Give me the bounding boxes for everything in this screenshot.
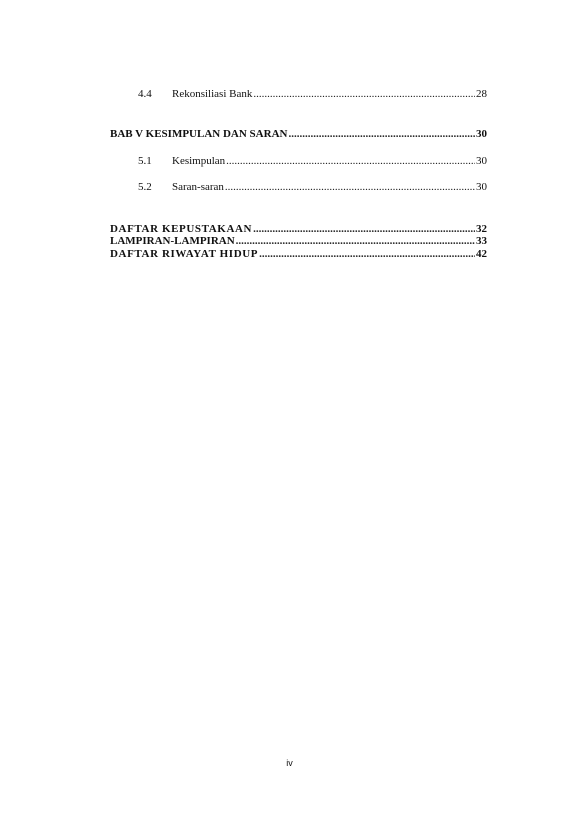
toc-entry-number: 5.1 — [138, 155, 152, 167]
toc-entry-page: 30 — [476, 181, 487, 193]
toc-entry-page: 30 — [476, 155, 487, 167]
toc-entry-title: DAFTAR RIWAYAT HIDUP — [110, 248, 259, 260]
toc-entry-title: DAFTAR KEPUSTAKAAN — [110, 223, 253, 235]
toc-entry-title: Saran-saran — [172, 181, 224, 193]
toc-entry-number: 5.2 — [138, 181, 152, 193]
toc-entry-page: 33 — [476, 235, 487, 247]
toc-entry-kesimpulan — [138, 155, 487, 168]
toc-entry-title: Kesimpulan — [172, 155, 226, 167]
toc-entry-number: 4.4 — [138, 88, 152, 100]
toc-leader-dots — [288, 128, 475, 141]
toc-leader-dots — [225, 181, 475, 194]
toc-entry-title: Rekonsiliasi Bank — [172, 88, 253, 100]
toc-entry-bab-v — [110, 128, 487, 141]
toc-entry-page: 28 — [476, 88, 487, 100]
toc-leader-dots — [259, 248, 475, 261]
toc-leader-dots — [253, 88, 475, 101]
toc-leader-dots — [226, 155, 475, 168]
toc-leader-dots — [236, 235, 475, 248]
toc-entry-saran-saran — [138, 181, 487, 194]
toc-entry-page: 30 — [476, 128, 487, 140]
toc-entry-rekonsiliasi-bank — [138, 88, 487, 101]
toc-entry-page: 42 — [476, 248, 487, 260]
toc-entry-title: LAMPIRAN-LAMPIRAN — [110, 235, 235, 247]
toc-entry-daftar-riwayat-hidup — [110, 248, 487, 261]
toc-entry-lampiran — [110, 235, 487, 248]
toc-entry-title: BAB V KESIMPULAN DAN SARAN — [110, 128, 288, 140]
toc-entry-page: 32 — [476, 223, 487, 235]
page-number: iv — [286, 758, 293, 768]
